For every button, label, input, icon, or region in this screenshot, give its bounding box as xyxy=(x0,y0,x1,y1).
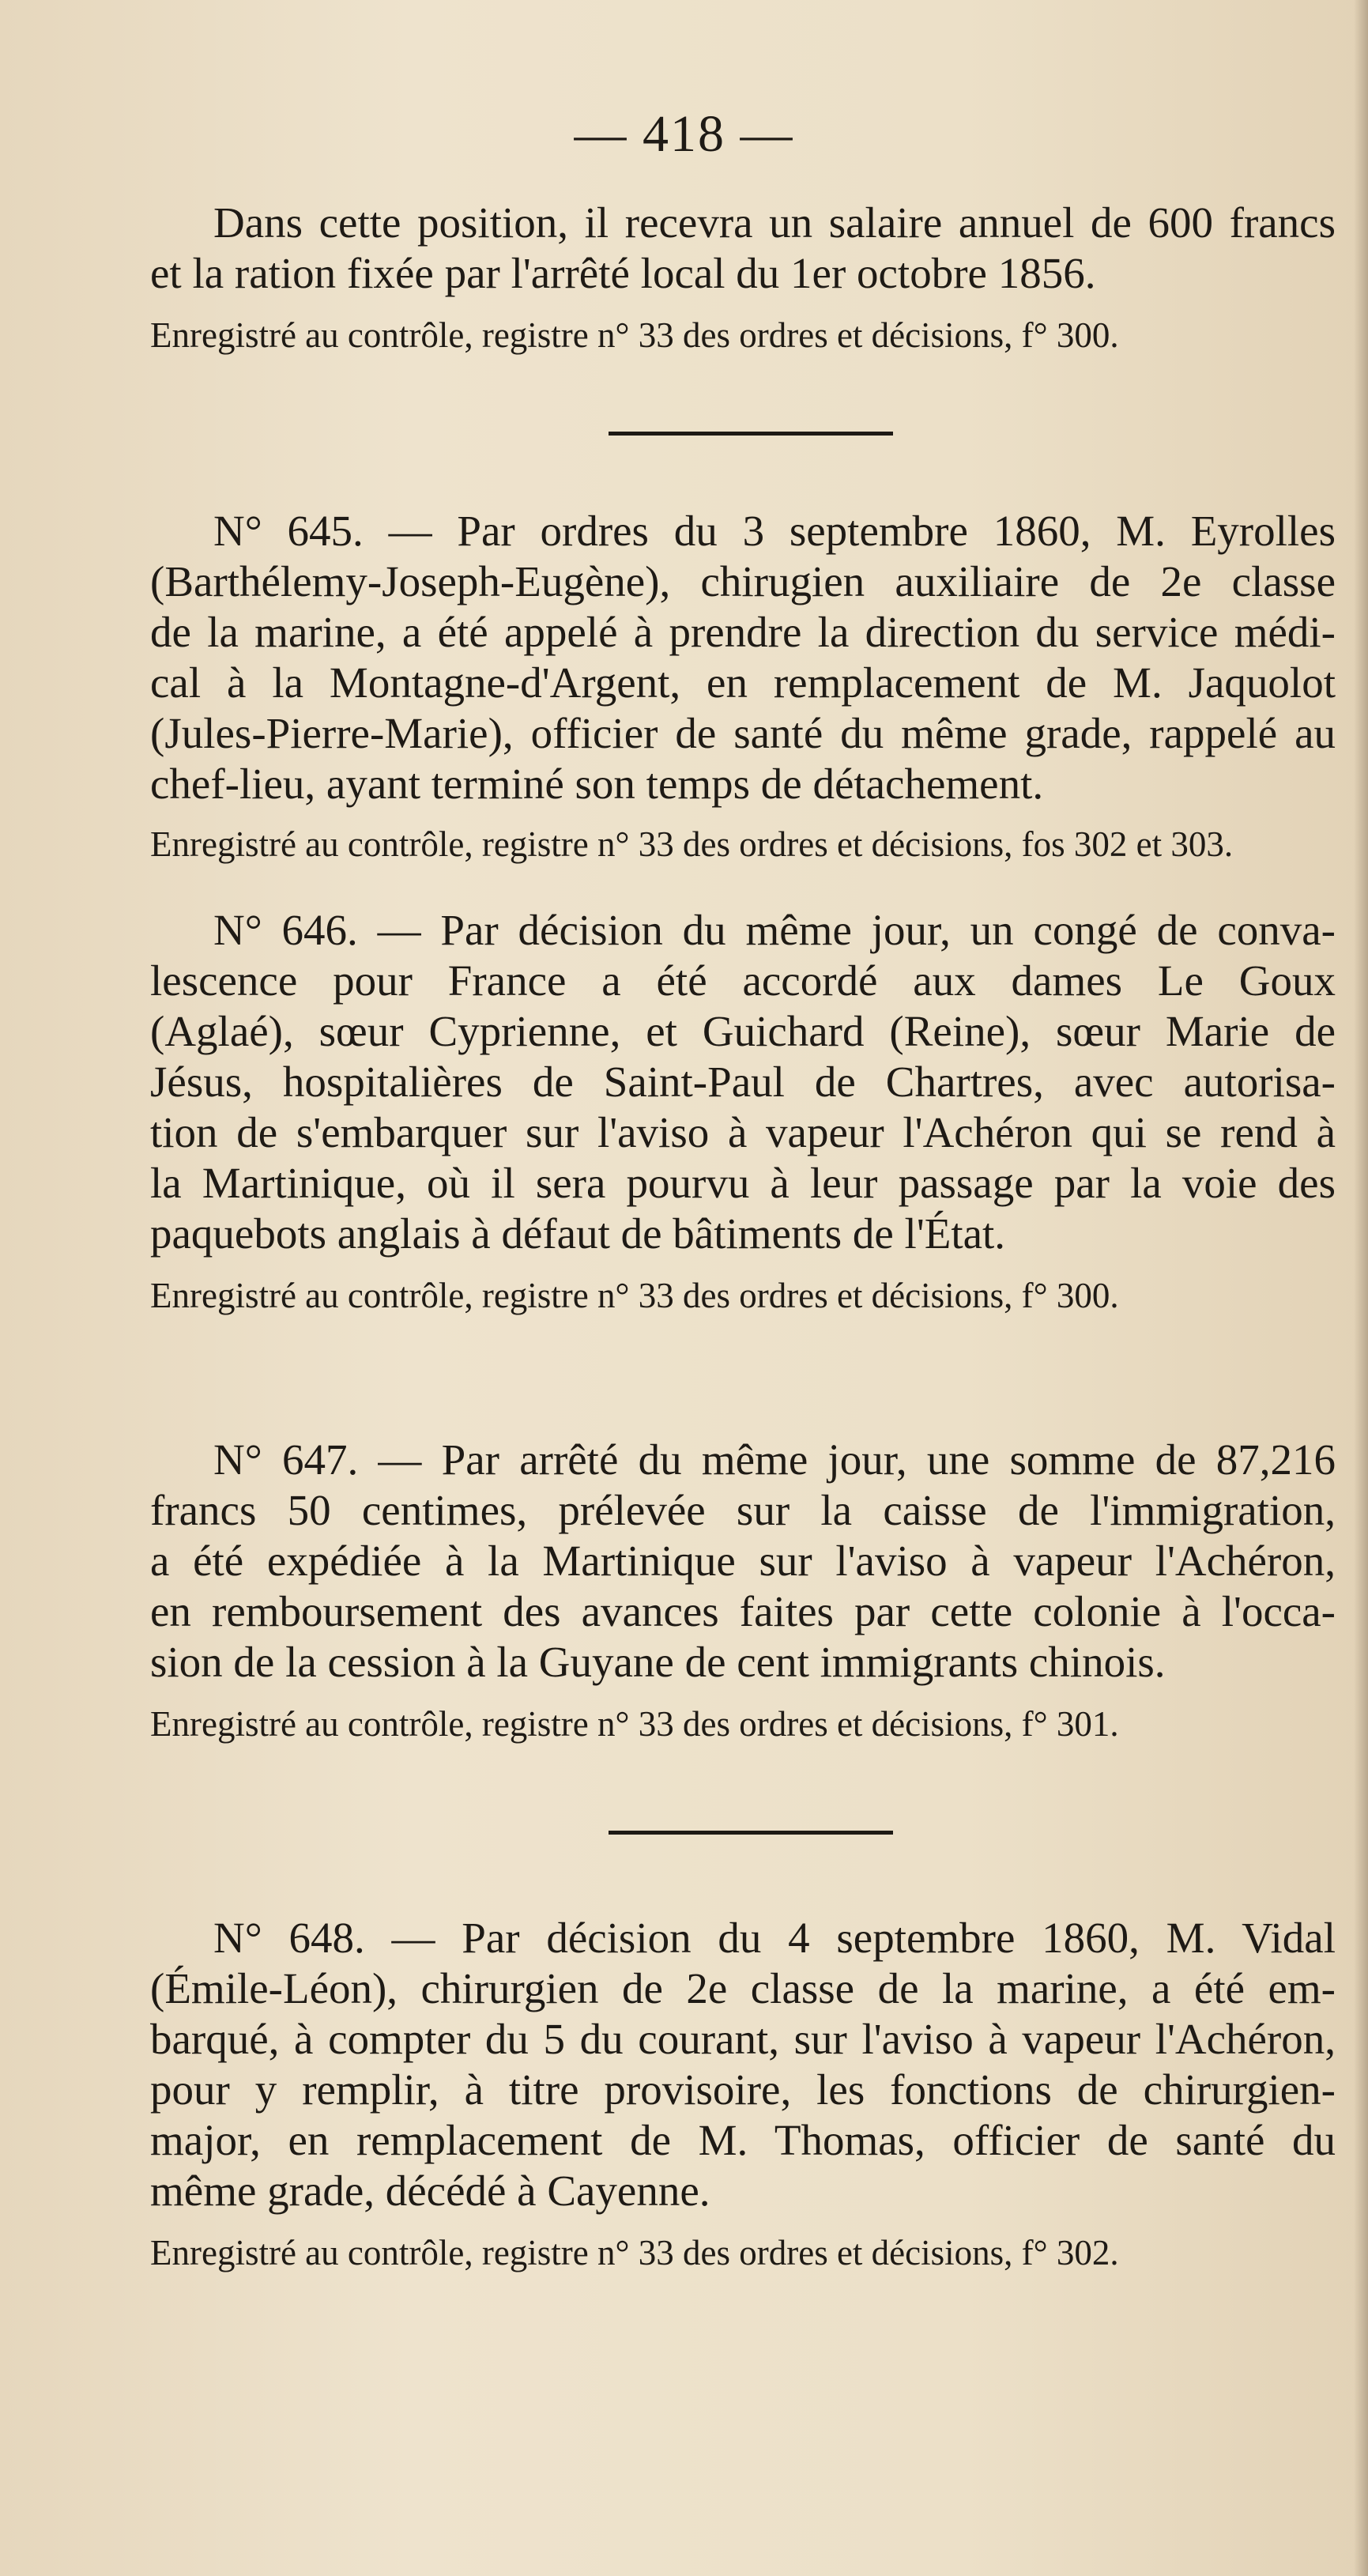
entry-paragraph xyxy=(150,506,1336,809)
text-line: lescence pour France a été accordé aux dames Le Goux xyxy=(150,956,1336,1005)
text-line: N° 647. — Par arrêté du même jour, une somme de 87,216 xyxy=(213,1435,1336,1484)
text-line: même grade, décédé à Cayenne. xyxy=(150,2167,710,2215)
text-line: la Martinique, où il sera pourvu à leur passage par la voie des xyxy=(150,1159,1336,1207)
text-line: (Jules-Pierre-Marie), officier de santé du même grade, rappelé au xyxy=(150,709,1336,757)
text-line: N° 645. — Par ordres du 3 septembre 1860, M. Eyrolles xyxy=(213,507,1336,555)
registration-note: Enregistré au contrôle, registre n° 33 des ordres et décisions, fos 302 et 303. xyxy=(150,824,1234,864)
text-line: chef-lieu, ayant terminé son temps de détachement. xyxy=(150,760,1044,808)
registration-note: Enregistré au contrôle, registre n° 33 des ordres et décisions, f° 300. xyxy=(150,315,1119,355)
registration-note: Enregistré au contrôle, registre n° 33 des ordres et décisions, f° 300. xyxy=(150,1276,1119,1315)
text-line: paquebots anglais à défaut de bâtiments de l'État. xyxy=(150,1209,1006,1258)
text-line: N° 648. — Par décision du 4 septembre 1860, M. Vidal xyxy=(213,1914,1336,1962)
text-line: (Aglaé), sœur Cyprienne, et Guichard (Reine), sœur Marie de xyxy=(150,1007,1336,1055)
section-divider xyxy=(609,432,893,436)
text-line: (Émile-Léon), chirurgien de 2e classe de la marine, a été em- xyxy=(150,1964,1336,2012)
entry-645 xyxy=(150,506,1336,866)
entry-646 xyxy=(150,905,1336,1318)
entry-648 xyxy=(150,1913,1336,2275)
text-line: de la marine, a été appelé à prendre la direction du service médi- xyxy=(150,608,1336,656)
text-line: a été expédiée à la Martinique sur l'aviso à vapeur l'Achéron, xyxy=(150,1537,1336,1585)
text-line: tion de s'embarquer sur l'aviso à vapeur l'Achéron qui se rend à xyxy=(150,1108,1336,1156)
text-line: Dans cette position, il recevra un salaire annuel de 600 francs xyxy=(213,198,1336,247)
text-line: N° 646. — Par décision du même jour, un congé de conva- xyxy=(213,906,1336,954)
text-line: et la ration fixée par l'arrêté local du 1er octobre 1856. xyxy=(150,249,1096,297)
text-line: francs 50 centimes, prélevée sur la caisse de l'immigration, xyxy=(150,1486,1336,1534)
text-line: cal à la Montagne-d'Argent, en remplacement de M. Jaquolot xyxy=(150,658,1336,707)
intro-section xyxy=(150,198,1336,357)
entry-paragraph xyxy=(150,905,1336,1259)
text-line: en remboursement des avances faites par cette colonie à l'occa- xyxy=(150,1587,1336,1635)
entry-647 xyxy=(150,1435,1336,1746)
registration-note: Enregistré au contrôle, registre n° 33 des ordres et décisions, f° 301. xyxy=(150,1704,1119,1744)
page-number: — 418 — xyxy=(574,105,794,163)
text-line: Jésus, hospitalières de Saint-Paul de Chartres, avec autorisa- xyxy=(150,1058,1336,1106)
text-line: major, en remplacement de M. Thomas, officier de santé du xyxy=(150,2116,1336,2164)
registration-note: Enregistré au contrôle, registre n° 33 des ordres et décisions, f° 302. xyxy=(150,2233,1119,2272)
section-divider xyxy=(609,1831,893,1835)
intro-paragraph xyxy=(150,198,1336,299)
text-line: barqué, à compter du 5 du courant, sur l'aviso à vapeur l'Achéron, xyxy=(150,2015,1336,2063)
text-line: (Barthélemy-Joseph-Eugène), chirugien auxiliaire de 2e classe xyxy=(150,557,1336,605)
entry-paragraph xyxy=(150,1435,1336,1688)
entry-paragraph xyxy=(150,1913,1336,2216)
text-line: pour y remplir, à titre provisoire, les fonctions de chirurgien- xyxy=(150,2065,1336,2114)
text-line: sion de la cession à la Guyane de cent immigrants chinois. xyxy=(150,1638,1166,1686)
page-edge-shadow xyxy=(1354,0,1368,2576)
